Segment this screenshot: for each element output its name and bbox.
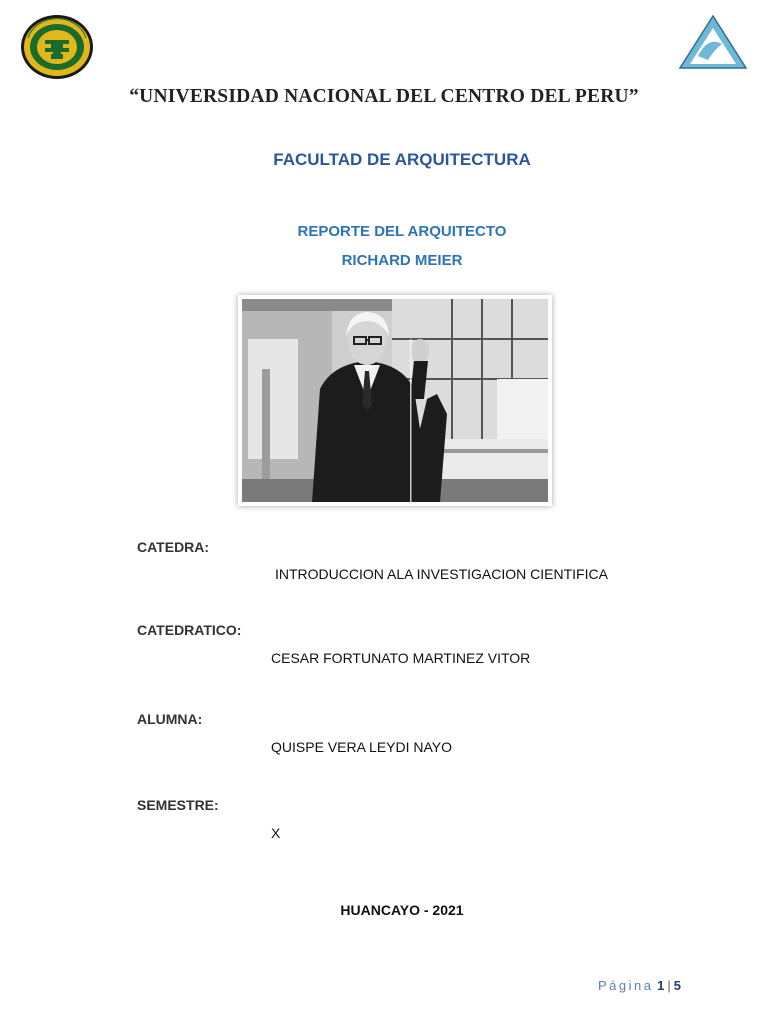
catedra-value: INTRODUCCION ALA INVESTIGACION CIENTIFICA — [275, 566, 608, 582]
catedra-label: CATEDRA: — [137, 539, 210, 555]
page-number: Página 1 | 5 — [598, 978, 681, 993]
alumna-label: ALUMNA: — [137, 711, 203, 727]
university-title: “UNIVERSIDAD NACIONAL DEL CENTRO DEL PERU” — [129, 86, 639, 107]
report-title — [0, 217, 768, 275]
architect-portrait-photo — [242, 299, 548, 502]
page-total: 5 — [673, 978, 681, 993]
page-current: 1 — [657, 978, 665, 993]
alumna-value: QUISPE VERA LEYDI NAYO — [271, 739, 453, 755]
triangle-logo-icon — [678, 14, 748, 72]
university-seal-icon — [20, 14, 94, 80]
architect-photo-frame — [238, 295, 552, 506]
report-title-line1: REPORTE DEL ARQUITECTO — [297, 223, 507, 240]
report-title-line2: RICHARD MEIER — [341, 252, 463, 269]
catedratico-value: CESAR FORTUNATO MARTINEZ VITOR — [271, 650, 531, 666]
page-word: Página — [598, 978, 654, 993]
semestre-value: X — [271, 825, 281, 841]
catedratico-label: CATEDRATICO: — [137, 622, 242, 638]
faculty-title: FACULTAD DE ARQUITECTURA — [273, 150, 531, 169]
city-year: HUANCAYO - 2021 — [340, 902, 464, 918]
semestre-label: SEMESTRE: — [137, 797, 219, 813]
